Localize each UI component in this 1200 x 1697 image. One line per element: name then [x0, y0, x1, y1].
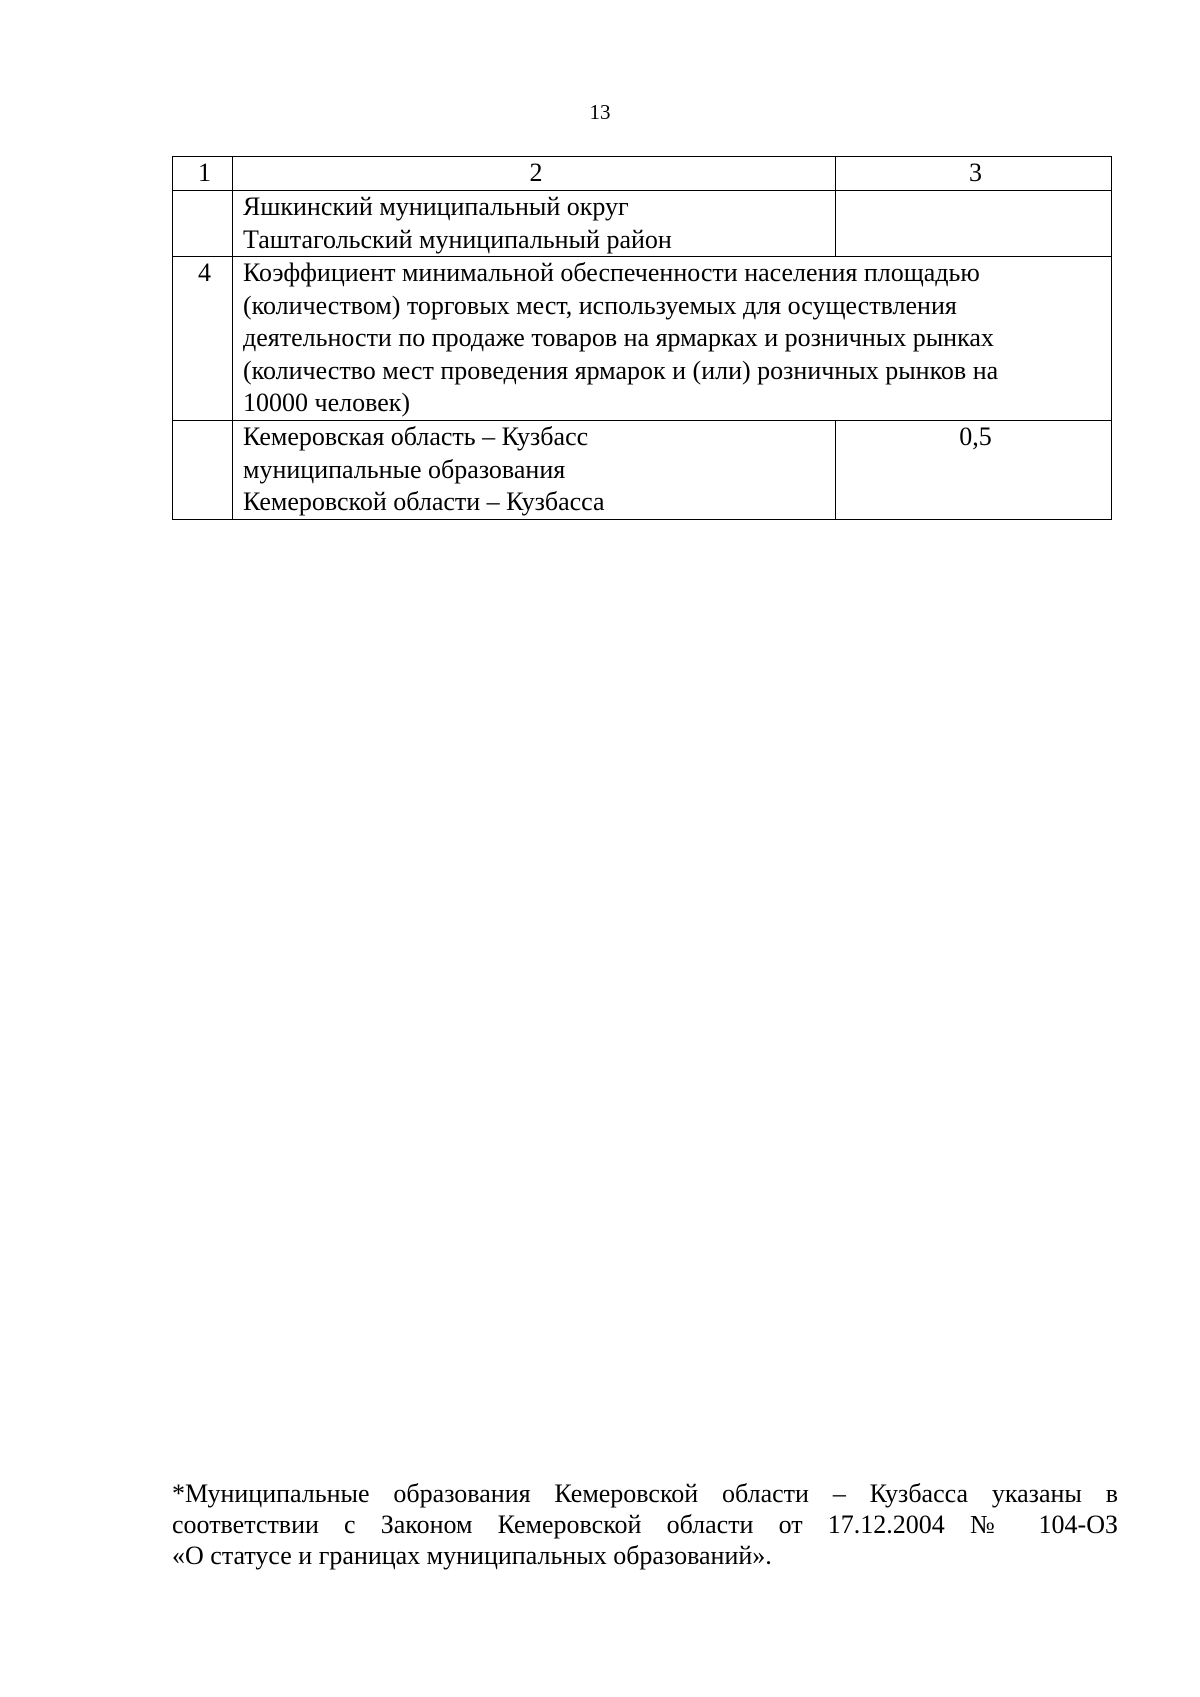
- cell-line: Таштагольский муниципальный район: [243, 224, 672, 254]
- footnote-line: *Муниципальные образования Кемеровской области – Кузбасса указаны в: [172, 1479, 1118, 1508]
- cell-line: Яшкинский муниципальный округ: [243, 192, 629, 221]
- value-cell: [836, 191, 1112, 257]
- row-number-cell: [173, 421, 233, 520]
- cell-line: (количество мест проведения ярмарок и (или) розничных рынков на: [243, 355, 999, 385]
- cell-line: деятельности по продаже товаров на ярмарках и розничных рынках: [243, 323, 994, 352]
- table-header-row: [173, 157, 1112, 191]
- table-row: [173, 421, 1112, 520]
- footnote-line: соответствии с Законом Кемеровской области от 17.12.2004 № 104-ОЗ: [172, 1510, 1118, 1539]
- table-row: [173, 257, 1112, 421]
- value-cell: 0,5: [836, 421, 1112, 520]
- cell-line: Кемеровская область – Кузбасс: [243, 422, 589, 451]
- row-number-cell: 4: [173, 257, 233, 421]
- cell-line: муниципальные образования: [243, 454, 566, 484]
- footnote-line: «О статусе и границах муниципальных образований».: [172, 1541, 772, 1570]
- cell-line: 10000 человек): [243, 388, 411, 417]
- cell-line: (количеством) торговых мест, используемых для осуществления: [243, 290, 957, 320]
- cell-line: Кемеровской области – Кузбасса: [243, 487, 605, 516]
- data-table: [172, 156, 1112, 520]
- header-cell-1: 1: [173, 157, 233, 191]
- cell-line: Коэффициент минимальной обеспеченности населения площадью: [243, 258, 980, 287]
- footnote: [172, 1478, 1118, 1571]
- header-cell-3: 3: [836, 157, 1112, 191]
- page-number: 13: [589, 100, 611, 124]
- municipality-cell: [233, 191, 836, 257]
- row-number-cell: [173, 191, 233, 257]
- indicator-description-cell: [233, 257, 1112, 421]
- municipality-cell: [233, 421, 836, 520]
- table-row: [173, 191, 1112, 257]
- header-cell-2: 2: [233, 157, 836, 191]
